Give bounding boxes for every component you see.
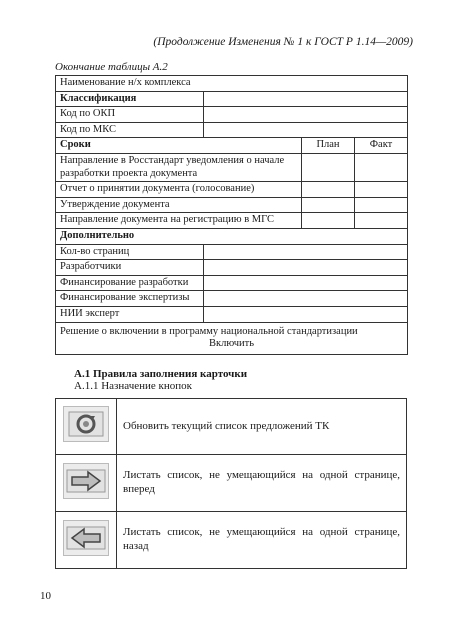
fact-field[interactable] bbox=[355, 153, 408, 181]
plan-field[interactable] bbox=[302, 182, 355, 198]
subsection-title: А.1.1 Назначение кнопок bbox=[74, 380, 192, 392]
card-table bbox=[55, 75, 408, 355]
fact-field[interactable] bbox=[355, 197, 408, 213]
okp-field[interactable] bbox=[204, 107, 408, 123]
plan-field[interactable] bbox=[302, 153, 355, 181]
table-row bbox=[56, 122, 408, 138]
name-label-cell: Наименование н/х комплекса bbox=[56, 76, 408, 92]
fact-header: Факт bbox=[355, 138, 408, 154]
mks-label: Код по МКС bbox=[56, 122, 204, 138]
okp-label: Код по ОКП bbox=[56, 107, 204, 123]
mks-field[interactable] bbox=[204, 122, 408, 138]
table-row bbox=[56, 197, 408, 213]
additional-label: Финансирование разработки bbox=[56, 275, 204, 291]
fact-field[interactable] bbox=[355, 182, 408, 198]
decision-cell bbox=[56, 322, 408, 354]
icon-cell bbox=[56, 455, 117, 512]
decision-label: Решение о включении в программу национальной стандартизации bbox=[60, 325, 358, 337]
table-row bbox=[56, 228, 408, 244]
additional-field[interactable] bbox=[204, 260, 408, 276]
additional-label: НИИ эксперт bbox=[56, 306, 204, 322]
plan-field[interactable] bbox=[302, 197, 355, 213]
plan-field[interactable] bbox=[302, 213, 355, 229]
additional-field[interactable] bbox=[204, 306, 408, 322]
table-row bbox=[56, 76, 408, 92]
table-row bbox=[56, 153, 408, 181]
term-label: Отчет о принятии документа (голосование) bbox=[56, 182, 302, 198]
table-row bbox=[56, 291, 408, 307]
term-label: Утверждение документа bbox=[56, 197, 302, 213]
term-label: Направление в Росстандарт уведомления о начале разработки проекта документа bbox=[56, 153, 302, 181]
icon-cell bbox=[56, 512, 117, 569]
buttons-table bbox=[55, 398, 407, 569]
additional-label: Разработчики bbox=[56, 260, 204, 276]
additional-label: Финансирование экспертизы bbox=[56, 291, 204, 307]
classification-header: Классификация bbox=[56, 91, 204, 107]
table-row bbox=[56, 512, 407, 569]
additional-field[interactable] bbox=[204, 275, 408, 291]
additional-header: Дополнительно bbox=[56, 228, 408, 244]
arrow-left-icon[interactable] bbox=[63, 520, 109, 556]
additional-field[interactable] bbox=[204, 291, 408, 307]
table-row bbox=[56, 91, 408, 107]
table-row bbox=[56, 306, 408, 322]
page-number: 10 bbox=[40, 590, 51, 602]
table-row bbox=[56, 399, 407, 455]
include-option[interactable]: Включить bbox=[208, 338, 255, 350]
table-row bbox=[56, 244, 408, 260]
plan-header: План bbox=[302, 138, 355, 154]
button-description: Листать список, не умещающийся на одной странице, вперед bbox=[117, 455, 407, 512]
table-row bbox=[56, 182, 408, 198]
table-row bbox=[56, 322, 408, 354]
additional-field[interactable] bbox=[204, 244, 408, 260]
table-row bbox=[56, 138, 408, 154]
button-description: Листать список, не умещающийся на одной странице, назад bbox=[117, 512, 407, 569]
term-label: Направление документа на регистрацию в МГС bbox=[56, 213, 302, 229]
icon-cell bbox=[56, 399, 117, 455]
table-row bbox=[56, 107, 408, 123]
section-title: А.1 Правила заполнения карточки bbox=[74, 368, 248, 380]
table-row bbox=[56, 213, 408, 229]
running-header: (Продолжение Изменения № 1 к ГОСТ Р 1.14—2009) bbox=[153, 36, 413, 48]
terms-header: Сроки bbox=[56, 138, 302, 154]
table-caption: Окончание таблицы А.2 bbox=[55, 61, 168, 73]
table-row bbox=[56, 260, 408, 276]
table-row bbox=[56, 455, 407, 512]
classification-value-cell[interactable] bbox=[204, 91, 408, 107]
arrow-right-icon[interactable] bbox=[63, 463, 109, 499]
table-row bbox=[56, 275, 408, 291]
fact-field[interactable] bbox=[355, 213, 408, 229]
refresh-icon[interactable] bbox=[63, 406, 109, 442]
button-description: Обновить текущий список предложений ТК bbox=[117, 399, 407, 455]
additional-label: Кол-во страниц bbox=[56, 244, 204, 260]
